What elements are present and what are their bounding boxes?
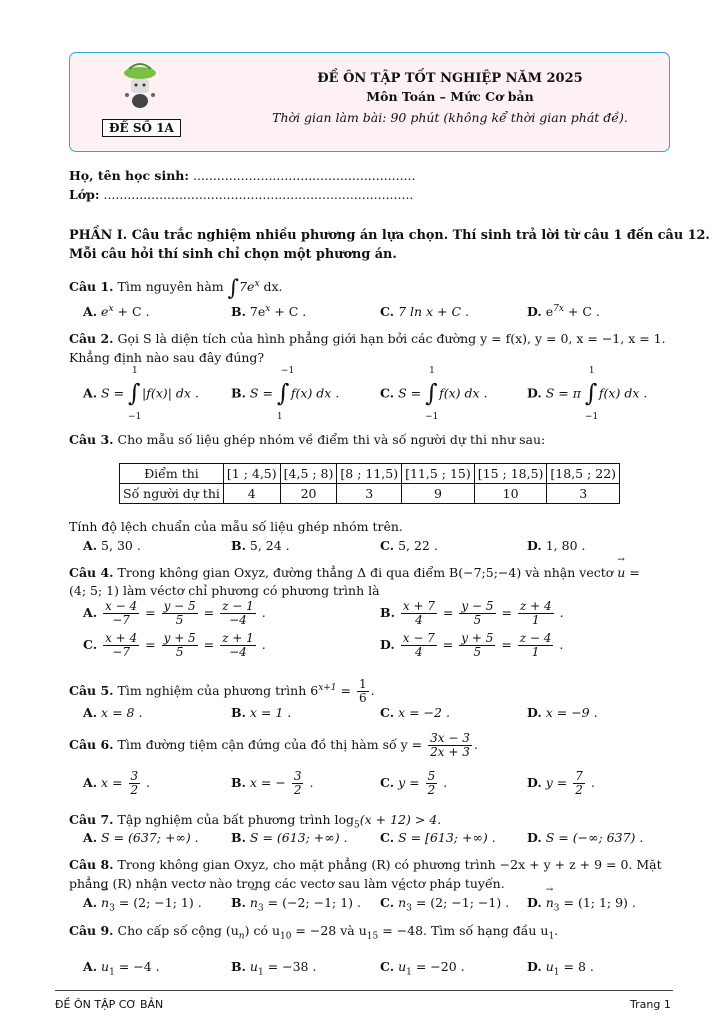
table-row: Số người dự thi 4 20 3 9 10 3 (120, 484, 620, 504)
q4-option-c[interactable]: C. $\frac{x + 4}{-7}$ = $\frac{y + 5}{5}$ = $\frac{z + 1}{-4}$ . (83, 631, 266, 659)
q5-option-d[interactable]: D. x = −9 . (527, 705, 598, 720)
question-6: Câu 6. Tìm đường tiệm cận đứng của đồ thị hàm số y = $\frac{3x - 3}{2x + 3}$ . (69, 731, 478, 759)
exam-title: ĐỀ ÔN TẬP TỐT NGHIỆP NĂM 2025 (317, 71, 583, 86)
q2-option-a[interactable]: A. S = 1 ∫ −1 |f(x)| dx . (83, 366, 199, 422)
q7-option-a[interactable]: A. S = (637; +∞) . (83, 830, 199, 845)
table-row: Điểm thi [1 ; 4,5) [4,5 ; 8) [8 ; 11,5) [11,5 ; 15) [15 ; 18,5) [18,5 ; 22) (120, 464, 620, 484)
question-3: Câu 3. Cho mẫu số liệu ghép nhóm về điểm thi và số người dự thi như sau: (69, 432, 546, 447)
q3-option-a[interactable]: A. 5, 30 . (83, 538, 141, 553)
q9-option-b[interactable]: B. $u_1 = -38$ . (231, 959, 317, 978)
q2-option-d[interactable]: D. S = π 1 ∫ −1 f(x) dx . (527, 366, 648, 422)
q7-option-d[interactable]: D. S = (−∞; 637) . (527, 830, 644, 845)
q9-option-d[interactable]: D. $u_1 = 8$ . (527, 959, 594, 978)
question-7: Câu 7. Tập nghiệm của bất phương trình $\log_5(x + 12) > 4$. (69, 812, 442, 831)
part1-heading-2: Mỗi câu hỏi thí sinh chỉ chọn một phương án. (69, 247, 397, 262)
q6-option-b[interactable]: B. x = − $\frac{3}{2}$ . (231, 769, 314, 797)
footer-left: ĐỀ ÔN TẬP CƠ BẢN (55, 998, 164, 1011)
q8-option-d[interactable]: D. → $n_3 = (1$; 1; 9) . (527, 895, 636, 914)
question-3-prompt: Tính độ lệch chuẩn của mẫu số liệu ghép nhóm trên. (69, 519, 403, 534)
exam-subject: Môn Toán – Mức Cơ bản (366, 89, 534, 104)
q2-option-b[interactable]: B. S = −1 ∫ 1 f(x) dx . (231, 366, 340, 422)
q4-option-a[interactable]: A. $\frac{x - 4}{-7}$ = $\frac{y - 5}{5}$ = $\frac{z - 1}{-4}$ . (83, 599, 266, 627)
page-number: Trang 1 (630, 998, 671, 1011)
question-9: Câu 9. Cho cấp số cộng $(u_n)$ có $u_{10} = -28$ và $u_{15} = -48$. Tìm số hạng đầu $u_1$. (69, 923, 559, 942)
q1-option-d[interactable]: D. $e^{7x} + C$ . (527, 304, 600, 320)
question-1: Câu 1. Tìm nguyên hàm $\int 7e^x$ dx. (69, 276, 283, 301)
plant-mascot-icon (115, 59, 165, 111)
q2-option-c[interactable]: C. S = 1 ∫ −1 f(x) dx . (380, 366, 488, 422)
q8-option-a[interactable]: A. → $n_3 = (2$; −1; 1) . (83, 895, 202, 914)
exam-time: Thời gian làm bài: 90 phút (không kể thời gian phát đề). (272, 110, 628, 125)
q9-option-a[interactable]: A. $u_1 = -4$ . (83, 959, 160, 978)
q9-option-c[interactable]: C. $u_1 = -20$ . (380, 959, 465, 978)
q5-option-b[interactable]: B. x = 1 . (231, 705, 292, 720)
exam-header-box (69, 52, 670, 152)
q8-option-b[interactable]: B. → $n_3 = (-2$; −1; 1) . (231, 895, 361, 914)
exam-code-badge: ĐỀ SỐ 1A (102, 119, 181, 137)
q1-option-c[interactable]: C. 7 ln x + C . (380, 304, 470, 319)
q6-option-c[interactable]: C. y = $\frac{5}{2}$ . (380, 769, 448, 797)
q7-option-b[interactable]: B. S = (613; +∞) . (231, 830, 348, 845)
frequency-table (119, 463, 620, 504)
q6-option-d[interactable]: D. y = $\frac{7}{2}$ . (527, 769, 595, 797)
student-class-line: Lớp: .............................................................................. (69, 187, 414, 202)
question-8: Câu 8. Trong không gian Oxyz, cho mặt phẳng (R) có phương trình −2x + y + z + 9 = 0. Mặt (69, 857, 662, 872)
question-4: Câu 4. Trong không gian Oxyz, đường thẳng Δ đi qua điểm B(−7;5;−4) và nhận vectơ → u = (69, 565, 674, 580)
q5-option-c[interactable]: C. x = −2 . (380, 705, 450, 720)
q6-option-a[interactable]: A. x = $\frac{3}{2}$ . (83, 769, 151, 797)
q1-option-b[interactable]: B. $7e^x + C$ . (231, 304, 307, 320)
q3-option-c[interactable]: C. 5, 22 . (380, 538, 438, 553)
q1-option-a[interactable]: A. $e^x + C$ . (83, 304, 150, 320)
question-4-line-2: (4; 5; 1) làm véctơ chỉ phương có phương trình là (69, 583, 380, 598)
question-8-line-2: phẳng (R) nhận vectơ nào trong các vectơ sau làm véctơ pháp tuyến. (69, 876, 505, 891)
footer-divider (55, 990, 673, 991)
q4-option-b[interactable]: B. $\frac{x + 7}{4}$ = $\frac{y - 5}{5}$ = $\frac{z + 4}{1}$ . (380, 599, 564, 627)
part1-heading: PHẦN I. Câu trắc nghiệm nhiều phương án lựa chọn. Thí sinh trả lời từ câu 1 đến câu 12. (69, 228, 710, 243)
q3-option-d[interactable]: D. 1, 80 . (527, 538, 586, 553)
question-2-line-2: Khẳng định nào sau đây đúng? (69, 350, 265, 365)
q5-option-a[interactable]: A. x = 8 . (83, 705, 143, 720)
q7-option-c[interactable]: C. S = [613; +∞) . (380, 830, 496, 845)
q3-option-b[interactable]: B. 5, 24 . (231, 538, 290, 553)
question-2: Câu 2. Gọi S là diện tích của hình phẳng giới hạn bởi các đường y = f(x), y = 0, x = −1, x = 1. (69, 331, 666, 346)
q4-option-d[interactable]: D. $\frac{x - 7}{4}$ = $\frac{y + 5}{5}$ = $\frac{z - 4}{1}$ . (380, 631, 564, 659)
q8-option-c[interactable]: C. → $n_3 = (2$; −1; −1) . (380, 895, 509, 914)
question-5: Câu 5. Tìm nghiệm của phương trình $6^{x+1}$ = $\frac{1}{6}$ . (69, 677, 375, 705)
student-name-line: Họ, tên học sinh: ........................................................ (69, 168, 416, 183)
